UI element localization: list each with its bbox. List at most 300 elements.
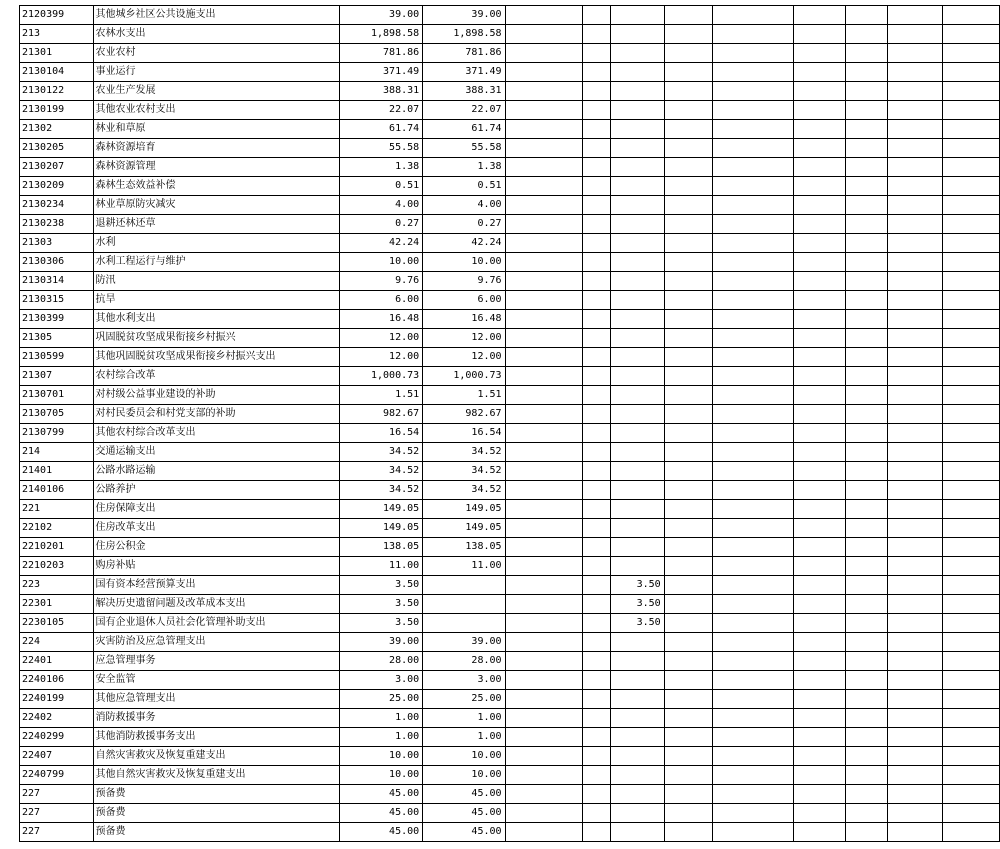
row-empty-cell xyxy=(846,253,888,272)
row-empty-cell xyxy=(793,595,846,614)
row-general-budget-cell: 149.05 xyxy=(423,519,505,538)
budget-table xyxy=(19,5,1000,842)
row-empty-cell xyxy=(888,785,943,804)
row-empty-cell xyxy=(846,234,888,253)
row-total-cell: 781.86 xyxy=(339,44,422,63)
row-empty-cell xyxy=(712,538,793,557)
row-empty-cell xyxy=(846,709,888,728)
row-empty-cell xyxy=(582,234,610,253)
row-empty-cell xyxy=(664,63,712,82)
row-fund-budget-cell xyxy=(505,272,582,291)
row-general-budget-cell: 16.54 xyxy=(423,424,505,443)
row-capital-budget-cell xyxy=(610,633,664,652)
row-empty-cell xyxy=(582,652,610,671)
row-capital-budget-cell xyxy=(610,747,664,766)
row-capital-budget-cell xyxy=(610,766,664,785)
row-code-cell: 227 xyxy=(20,823,94,842)
row-total-cell: 16.48 xyxy=(339,310,422,329)
row-fund-budget-cell xyxy=(505,196,582,215)
row-total-cell: 1,898.58 xyxy=(339,25,422,44)
row-empty-cell xyxy=(712,158,793,177)
row-general-budget-cell: 10.00 xyxy=(423,747,505,766)
row-empty-cell xyxy=(888,424,943,443)
row-fund-budget-cell xyxy=(505,709,582,728)
row-empty-cell xyxy=(942,576,999,595)
row-fund-budget-cell xyxy=(505,367,582,386)
row-general-budget-cell: 1.51 xyxy=(423,386,505,405)
row-name-cell: 消防救援事务 xyxy=(93,709,339,728)
row-empty-cell xyxy=(846,652,888,671)
row-total-cell: 39.00 xyxy=(339,6,422,25)
row-empty-cell xyxy=(793,709,846,728)
row-empty-cell xyxy=(942,101,999,120)
row-empty-cell xyxy=(846,462,888,481)
row-empty-cell xyxy=(582,386,610,405)
row-empty-cell xyxy=(793,690,846,709)
row-empty-cell xyxy=(793,481,846,500)
row-code-cell: 2210201 xyxy=(20,538,94,557)
row-capital-budget-cell xyxy=(610,671,664,690)
row-empty-cell xyxy=(793,823,846,842)
row-empty-cell xyxy=(793,63,846,82)
row-empty-cell xyxy=(582,538,610,557)
row-empty-cell xyxy=(712,747,793,766)
row-name-cell: 对村民委员会和村党支部的补助 xyxy=(93,405,339,424)
row-empty-cell xyxy=(888,766,943,785)
row-empty-cell xyxy=(793,405,846,424)
row-general-budget-cell: 3.00 xyxy=(423,671,505,690)
row-empty-cell xyxy=(582,709,610,728)
row-empty-cell xyxy=(846,177,888,196)
row-empty-cell xyxy=(582,25,610,44)
row-empty-cell xyxy=(942,690,999,709)
row-total-cell: 3.50 xyxy=(339,595,422,614)
row-empty-cell xyxy=(793,44,846,63)
row-empty-cell xyxy=(712,25,793,44)
row-empty-cell xyxy=(888,405,943,424)
row-total-cell: 55.58 xyxy=(339,139,422,158)
row-fund-budget-cell xyxy=(505,519,582,538)
row-empty-cell xyxy=(888,538,943,557)
row-empty-cell xyxy=(942,557,999,576)
row-general-budget-cell: 10.00 xyxy=(423,766,505,785)
row-empty-cell xyxy=(712,652,793,671)
row-code-cell: 223 xyxy=(20,576,94,595)
row-capital-budget-cell xyxy=(610,234,664,253)
row-fund-budget-cell xyxy=(505,424,582,443)
row-empty-cell xyxy=(888,329,943,348)
row-empty-cell xyxy=(582,82,610,101)
row-fund-budget-cell xyxy=(505,63,582,82)
row-fund-budget-cell xyxy=(505,82,582,101)
row-general-budget-cell: 11.00 xyxy=(423,557,505,576)
row-fund-budget-cell xyxy=(505,481,582,500)
row-name-cell: 预备费 xyxy=(93,804,339,823)
table-row xyxy=(20,234,1000,253)
table-row xyxy=(20,82,1000,101)
row-empty-cell xyxy=(942,462,999,481)
row-name-cell: 退耕还林还草 xyxy=(93,215,339,234)
row-empty-cell xyxy=(582,557,610,576)
row-empty-cell xyxy=(712,595,793,614)
row-code-cell: 2120399 xyxy=(20,6,94,25)
table-row xyxy=(20,253,1000,272)
row-empty-cell xyxy=(846,823,888,842)
row-total-cell: 28.00 xyxy=(339,652,422,671)
row-empty-cell xyxy=(846,25,888,44)
row-name-cell: 其他消防救援事务支出 xyxy=(93,728,339,747)
row-capital-budget-cell xyxy=(610,690,664,709)
table-row xyxy=(20,785,1000,804)
table-row xyxy=(20,538,1000,557)
row-code-cell: 2130104 xyxy=(20,63,94,82)
row-fund-budget-cell xyxy=(505,671,582,690)
row-empty-cell xyxy=(664,348,712,367)
row-empty-cell xyxy=(888,44,943,63)
row-name-cell: 住房改革支出 xyxy=(93,519,339,538)
row-empty-cell xyxy=(712,614,793,633)
row-empty-cell xyxy=(793,557,846,576)
row-empty-cell xyxy=(942,253,999,272)
row-code-cell: 2140106 xyxy=(20,481,94,500)
row-empty-cell xyxy=(888,6,943,25)
row-empty-cell xyxy=(664,44,712,63)
row-empty-cell xyxy=(712,823,793,842)
row-name-cell: 灾害防治及应急管理支出 xyxy=(93,633,339,652)
row-empty-cell xyxy=(942,804,999,823)
row-fund-budget-cell xyxy=(505,253,582,272)
row-empty-cell xyxy=(664,557,712,576)
row-fund-budget-cell xyxy=(505,462,582,481)
row-code-cell: 2210203 xyxy=(20,557,94,576)
row-empty-cell xyxy=(582,671,610,690)
row-code-cell: 2130705 xyxy=(20,405,94,424)
row-capital-budget-cell xyxy=(610,291,664,310)
row-empty-cell xyxy=(793,215,846,234)
table-row xyxy=(20,671,1000,690)
row-general-budget-cell: 371.49 xyxy=(423,63,505,82)
row-empty-cell xyxy=(846,804,888,823)
row-empty-cell xyxy=(793,177,846,196)
row-total-cell: 45.00 xyxy=(339,785,422,804)
row-empty-cell xyxy=(888,253,943,272)
row-empty-cell xyxy=(888,196,943,215)
row-total-cell: 39.00 xyxy=(339,633,422,652)
row-code-cell: 214 xyxy=(20,443,94,462)
row-empty-cell xyxy=(712,177,793,196)
table-row xyxy=(20,120,1000,139)
table-row xyxy=(20,139,1000,158)
row-code-cell: 2230105 xyxy=(20,614,94,633)
row-empty-cell xyxy=(793,329,846,348)
row-total-cell: 1.00 xyxy=(339,709,422,728)
row-empty-cell xyxy=(846,329,888,348)
row-empty-cell xyxy=(793,500,846,519)
row-total-cell: 16.54 xyxy=(339,424,422,443)
row-total-cell: 12.00 xyxy=(339,348,422,367)
row-empty-cell xyxy=(582,823,610,842)
row-empty-cell xyxy=(846,348,888,367)
row-name-cell: 林业和草原 xyxy=(93,120,339,139)
row-empty-cell xyxy=(793,101,846,120)
row-empty-cell xyxy=(712,215,793,234)
row-empty-cell xyxy=(846,272,888,291)
row-capital-budget-cell xyxy=(610,329,664,348)
table-row xyxy=(20,481,1000,500)
row-empty-cell xyxy=(793,386,846,405)
row-name-cell: 应急管理事务 xyxy=(93,652,339,671)
row-empty-cell xyxy=(712,310,793,329)
row-empty-cell xyxy=(942,747,999,766)
row-empty-cell xyxy=(712,690,793,709)
row-name-cell: 住房公积金 xyxy=(93,538,339,557)
row-fund-budget-cell xyxy=(505,766,582,785)
row-fund-budget-cell xyxy=(505,557,582,576)
row-total-cell: 149.05 xyxy=(339,519,422,538)
row-empty-cell xyxy=(582,177,610,196)
row-empty-cell xyxy=(793,253,846,272)
row-fund-budget-cell xyxy=(505,139,582,158)
row-empty-cell xyxy=(664,519,712,538)
row-name-cell: 农业生产发展 xyxy=(93,82,339,101)
row-code-cell: 2130799 xyxy=(20,424,94,443)
row-code-cell: 22102 xyxy=(20,519,94,538)
row-code-cell: 22402 xyxy=(20,709,94,728)
row-empty-cell xyxy=(793,25,846,44)
row-empty-cell xyxy=(712,709,793,728)
row-empty-cell xyxy=(712,139,793,158)
row-general-budget-cell: 982.67 xyxy=(423,405,505,424)
row-general-budget-cell: 28.00 xyxy=(423,652,505,671)
row-empty-cell xyxy=(846,766,888,785)
row-code-cell: 22401 xyxy=(20,652,94,671)
table-row xyxy=(20,196,1000,215)
row-total-cell: 45.00 xyxy=(339,804,422,823)
row-empty-cell xyxy=(664,215,712,234)
row-name-cell: 公路水路运输 xyxy=(93,462,339,481)
row-name-cell: 农林水支出 xyxy=(93,25,339,44)
row-empty-cell xyxy=(942,272,999,291)
row-empty-cell xyxy=(664,462,712,481)
row-fund-budget-cell xyxy=(505,728,582,747)
row-general-budget-cell: 12.00 xyxy=(423,329,505,348)
row-empty-cell xyxy=(582,44,610,63)
table-row xyxy=(20,633,1000,652)
row-empty-cell xyxy=(942,215,999,234)
row-empty-cell xyxy=(942,310,999,329)
row-empty-cell xyxy=(664,823,712,842)
row-empty-cell xyxy=(888,633,943,652)
row-code-cell: 2130306 xyxy=(20,253,94,272)
row-empty-cell xyxy=(942,709,999,728)
row-empty-cell xyxy=(888,557,943,576)
row-empty-cell xyxy=(846,310,888,329)
row-code-cell: 2130399 xyxy=(20,310,94,329)
table-row xyxy=(20,443,1000,462)
row-fund-budget-cell xyxy=(505,500,582,519)
row-empty-cell xyxy=(712,82,793,101)
row-name-cell: 防汛 xyxy=(93,272,339,291)
row-empty-cell xyxy=(793,614,846,633)
row-name-cell: 公路养护 xyxy=(93,481,339,500)
row-empty-cell xyxy=(712,519,793,538)
row-empty-cell xyxy=(664,291,712,310)
row-general-budget-cell: 25.00 xyxy=(423,690,505,709)
table-row xyxy=(20,329,1000,348)
row-empty-cell xyxy=(664,576,712,595)
row-empty-cell xyxy=(942,6,999,25)
row-empty-cell xyxy=(664,747,712,766)
row-total-cell: 34.52 xyxy=(339,443,422,462)
row-empty-cell xyxy=(664,82,712,101)
row-empty-cell xyxy=(664,120,712,139)
row-total-cell: 371.49 xyxy=(339,63,422,82)
row-empty-cell xyxy=(793,576,846,595)
row-empty-cell xyxy=(664,481,712,500)
row-empty-cell xyxy=(846,101,888,120)
row-empty-cell xyxy=(846,44,888,63)
table-row xyxy=(20,595,1000,614)
table-row xyxy=(20,690,1000,709)
row-fund-budget-cell xyxy=(505,348,582,367)
row-empty-cell xyxy=(664,25,712,44)
row-code-cell: 2130207 xyxy=(20,158,94,177)
row-empty-cell xyxy=(888,272,943,291)
row-empty-cell xyxy=(888,63,943,82)
row-name-cell: 其他农村综合改革支出 xyxy=(93,424,339,443)
row-empty-cell xyxy=(582,272,610,291)
row-general-budget-cell: 39.00 xyxy=(423,633,505,652)
row-capital-budget-cell xyxy=(610,652,664,671)
row-capital-budget-cell xyxy=(610,405,664,424)
row-total-cell: 42.24 xyxy=(339,234,422,253)
row-empty-cell xyxy=(793,310,846,329)
row-empty-cell xyxy=(888,671,943,690)
row-empty-cell xyxy=(664,538,712,557)
row-code-cell: 2130314 xyxy=(20,272,94,291)
row-empty-cell xyxy=(712,671,793,690)
row-empty-cell xyxy=(712,443,793,462)
row-empty-cell xyxy=(712,272,793,291)
row-capital-budget-cell xyxy=(610,538,664,557)
table-row xyxy=(20,519,1000,538)
row-total-cell: 3.50 xyxy=(339,614,422,633)
row-empty-cell xyxy=(846,557,888,576)
row-code-cell: 21307 xyxy=(20,367,94,386)
row-name-cell: 国有资本经营预算支出 xyxy=(93,576,339,595)
row-empty-cell xyxy=(582,728,610,747)
table-row xyxy=(20,272,1000,291)
row-empty-cell xyxy=(846,291,888,310)
row-code-cell: 2240199 xyxy=(20,690,94,709)
row-name-cell: 国有企业退休人员社会化管理补助支出 xyxy=(93,614,339,633)
row-name-cell: 其他水利支出 xyxy=(93,310,339,329)
row-fund-budget-cell xyxy=(505,44,582,63)
row-name-cell: 农村综合改革 xyxy=(93,367,339,386)
table-row xyxy=(20,6,1000,25)
row-empty-cell xyxy=(712,120,793,139)
row-empty-cell xyxy=(664,177,712,196)
row-empty-cell xyxy=(712,196,793,215)
row-general-budget-cell: 1.38 xyxy=(423,158,505,177)
row-empty-cell xyxy=(942,158,999,177)
row-total-cell: 4.00 xyxy=(339,196,422,215)
row-total-cell: 388.31 xyxy=(339,82,422,101)
row-empty-cell xyxy=(888,481,943,500)
row-capital-budget-cell xyxy=(610,82,664,101)
table-row xyxy=(20,823,1000,842)
row-empty-cell xyxy=(793,120,846,139)
row-empty-cell xyxy=(888,177,943,196)
row-name-cell: 其他农业农村支出 xyxy=(93,101,339,120)
row-empty-cell xyxy=(582,63,610,82)
row-empty-cell xyxy=(888,614,943,633)
row-total-cell: 25.00 xyxy=(339,690,422,709)
table-row xyxy=(20,215,1000,234)
row-capital-budget-cell xyxy=(610,709,664,728)
row-empty-cell xyxy=(793,367,846,386)
row-total-cell: 10.00 xyxy=(339,766,422,785)
row-empty-cell xyxy=(712,804,793,823)
row-empty-cell xyxy=(888,82,943,101)
row-code-cell: 2240106 xyxy=(20,671,94,690)
row-empty-cell xyxy=(846,690,888,709)
row-empty-cell xyxy=(712,557,793,576)
row-empty-cell xyxy=(582,367,610,386)
row-fund-budget-cell xyxy=(505,234,582,253)
row-empty-cell xyxy=(846,519,888,538)
row-empty-cell xyxy=(942,348,999,367)
table-row xyxy=(20,766,1000,785)
row-empty-cell xyxy=(582,405,610,424)
row-empty-cell xyxy=(846,120,888,139)
row-general-budget-cell: 34.52 xyxy=(423,462,505,481)
row-empty-cell xyxy=(942,633,999,652)
row-general-budget-cell xyxy=(423,576,505,595)
table-row xyxy=(20,63,1000,82)
row-fund-budget-cell xyxy=(505,595,582,614)
row-general-budget-cell: 34.52 xyxy=(423,443,505,462)
row-code-cell: 2240799 xyxy=(20,766,94,785)
row-general-budget-cell: 12.00 xyxy=(423,348,505,367)
row-empty-cell xyxy=(582,291,610,310)
row-empty-cell xyxy=(712,424,793,443)
row-empty-cell xyxy=(793,804,846,823)
row-empty-cell xyxy=(846,614,888,633)
row-general-budget-cell: 16.48 xyxy=(423,310,505,329)
row-empty-cell xyxy=(888,443,943,462)
row-empty-cell xyxy=(664,443,712,462)
table-body xyxy=(20,6,1000,842)
row-code-cell: 22407 xyxy=(20,747,94,766)
row-general-budget-cell: 781.86 xyxy=(423,44,505,63)
row-general-budget-cell: 45.00 xyxy=(423,804,505,823)
row-fund-budget-cell xyxy=(505,291,582,310)
row-fund-budget-cell xyxy=(505,158,582,177)
row-name-cell: 安全监管 xyxy=(93,671,339,690)
row-empty-cell xyxy=(664,728,712,747)
row-empty-cell xyxy=(793,6,846,25)
row-empty-cell xyxy=(664,253,712,272)
row-fund-budget-cell xyxy=(505,652,582,671)
row-capital-budget-cell xyxy=(610,462,664,481)
row-empty-cell xyxy=(942,766,999,785)
row-fund-budget-cell xyxy=(505,804,582,823)
row-capital-budget-cell xyxy=(610,139,664,158)
row-empty-cell xyxy=(846,481,888,500)
row-general-budget-cell: 10.00 xyxy=(423,253,505,272)
row-total-cell: 138.05 xyxy=(339,538,422,557)
